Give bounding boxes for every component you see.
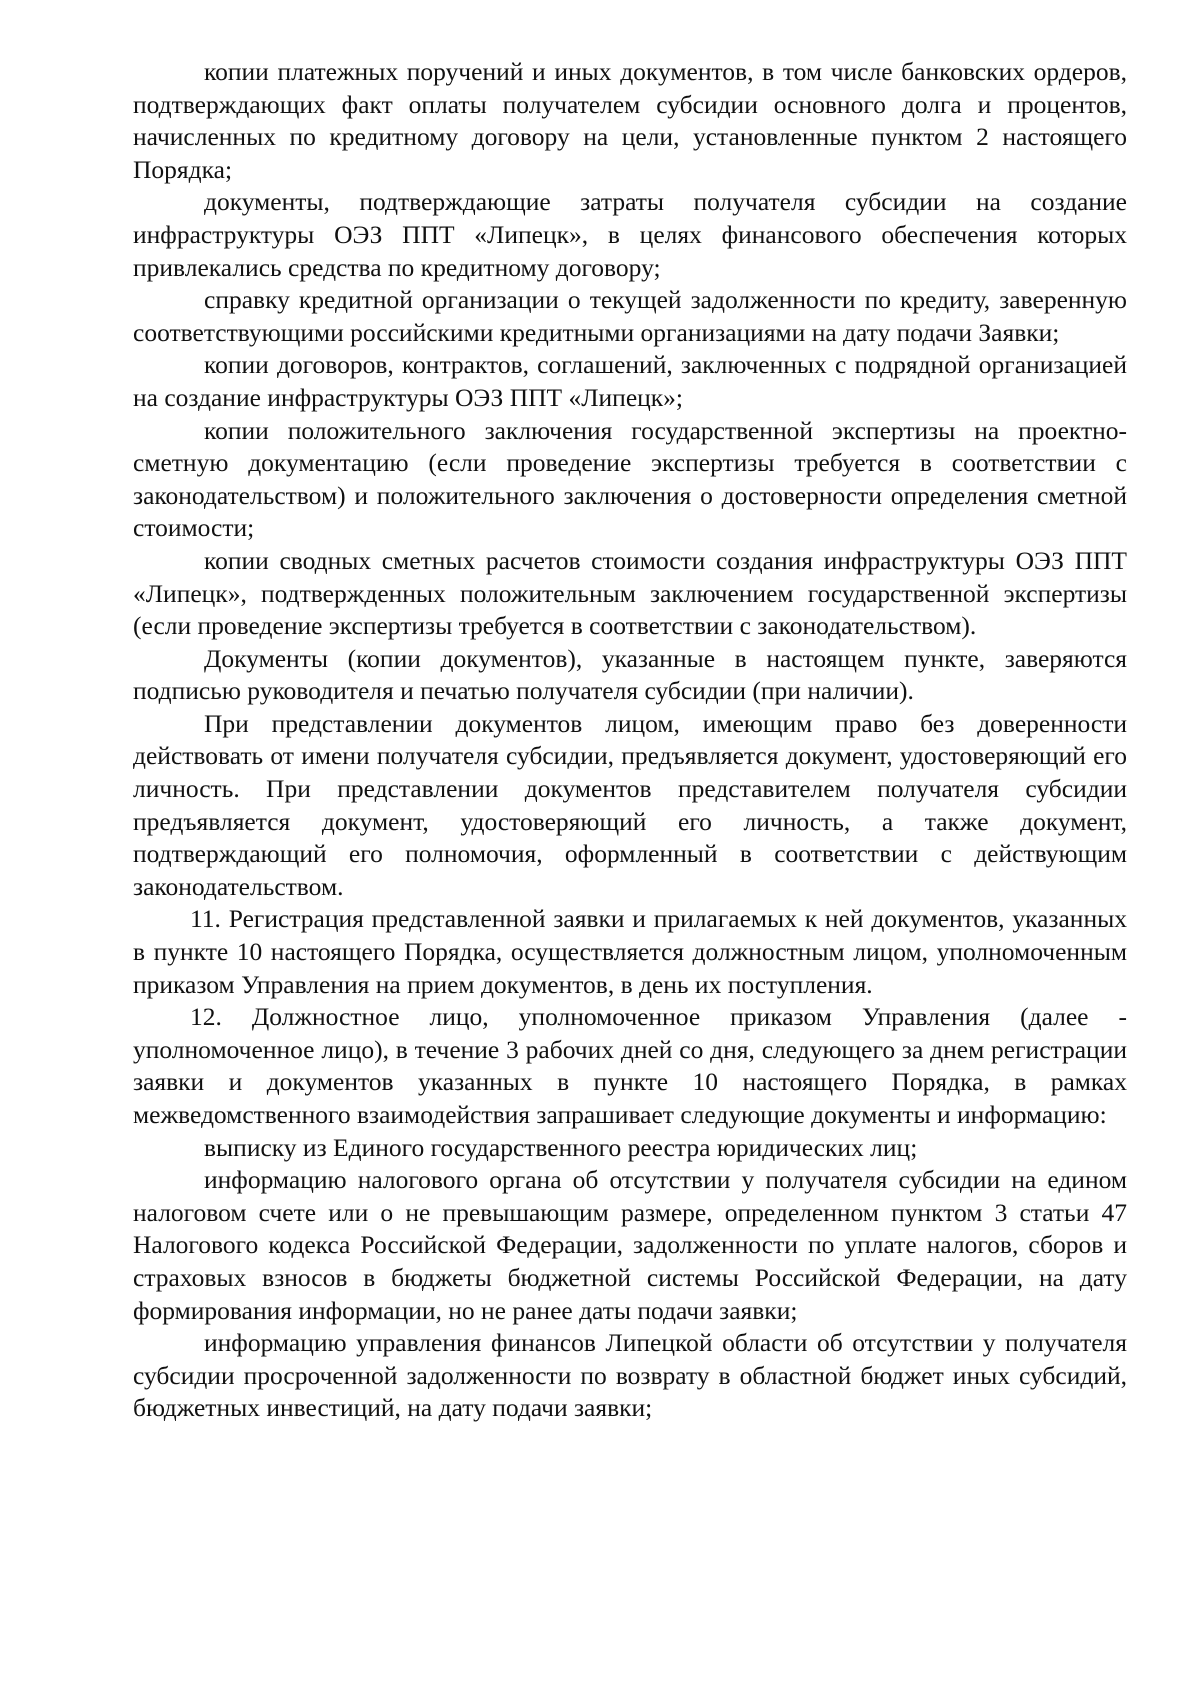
paragraph-certification: Документы (копии документов), указанные в настоящем пункте, заверяются подписью руководителя и печатью получателя субсидии (при наличии). xyxy=(133,643,1127,706)
paragraph-contracts: копии договоров, контрактов, соглашений, заключенных с подрядной организацией на создание инфраструктуры ОЭЗ ППТ «Липецк»; xyxy=(133,350,1127,412)
paragraph-clause-12: 12. Должностное лицо, уполномоченное приказом Управления (далее - уполномоченное лицо), в течение 3 рабочих дней со дня, следующего за днем регистрации заявки и документов указанных в пункте 10 настоящего Порядка, в рамках межведомственного взаимодействия запрашивает следующие документы и информацию: xyxy=(133,1002,1127,1129)
document-body xyxy=(133,56,1127,1425)
paragraph-finance-information: информацию управления финансов Липецкой области об отсутствии у получателя субсидии просроченной задолженности по возврату в областной бюджет иных субсидий, бюджетных инвестиций, на дату подачи заявки; xyxy=(133,1328,1127,1423)
paragraph-expert-conclusion: копии положительного заключения государственной экспертизы на проектно-сметную документацию (если проведение экспертизы требуется в соответствии с законодательством) и положительного заключения о достоверности определения сметной стоимости; xyxy=(133,415,1127,543)
paragraph-tax-information: информацию налогового органа об отсутствии у получателя субсидии на едином налоговом счете или о не превышающим размере, определенном пунктом 3 статьи 47 Налогового кодекса Российской Федерации, задолженности по уплате налогов, сборов и страховых взносов в бюджеты бюджетной системы Российской Федерации, на дату формирования информации, но не ранее даты подачи заявки; xyxy=(133,1165,1127,1325)
paragraph-clause-11: 11. Регистрация представленной заявки и прилагаемых к ней документов, указанных в пункте 10 настоящего Порядка, осуществляется должностным лицом, уполномоченным приказом Управления на прием документов, в день их поступления. xyxy=(133,904,1127,999)
paragraph-bank-certificate: справку кредитной организации о текущей задолженности по кредиту, заверенную соответствующими российскими кредитными организациями на дату подачи Заявки; xyxy=(133,285,1127,347)
paragraph-identity: При представлении документов лицом, имеющим право без доверенности действовать от имени получателя субсидии, предъявляется документ, удостоверяющий его личность. При представлении документов представителем получателя субсидии предъявляется документ, удостоверяющий его личность, а также документ, подтверждающий его полномочия, оформленный в соответствии с действующим законодательством. xyxy=(133,708,1127,901)
paragraph-egrul-extract: выписку из Единого государственного реестра юридических лиц; xyxy=(204,1132,918,1162)
paragraph-expense-documents: документы, подтверждающие затраты получателя субсидии на создание инфраструктуры ОЭЗ ППТ «Липецк», в целях финансового обеспечения которых привлекались средства по кредитному договору; xyxy=(133,187,1127,282)
paragraph-cost-estimates: копии сводных сметных расчетов стоимости создания инфраструктуры ОЭЗ ППТ «Липецк», подтвержденных положительным заключением государственной экспертизы (если проведение экспертизы требуется в соответствии с законодательством). xyxy=(133,545,1127,641)
paragraph-payment-orders: копии платежных поручений и иных документов, в том числе банковских ордеров, подтверждающих факт оплаты получателем субсидии основного долга и процентов, начисленных по кредитному договору на цели, установленные пунктом 2 настоящего Порядка; xyxy=(133,57,1127,184)
